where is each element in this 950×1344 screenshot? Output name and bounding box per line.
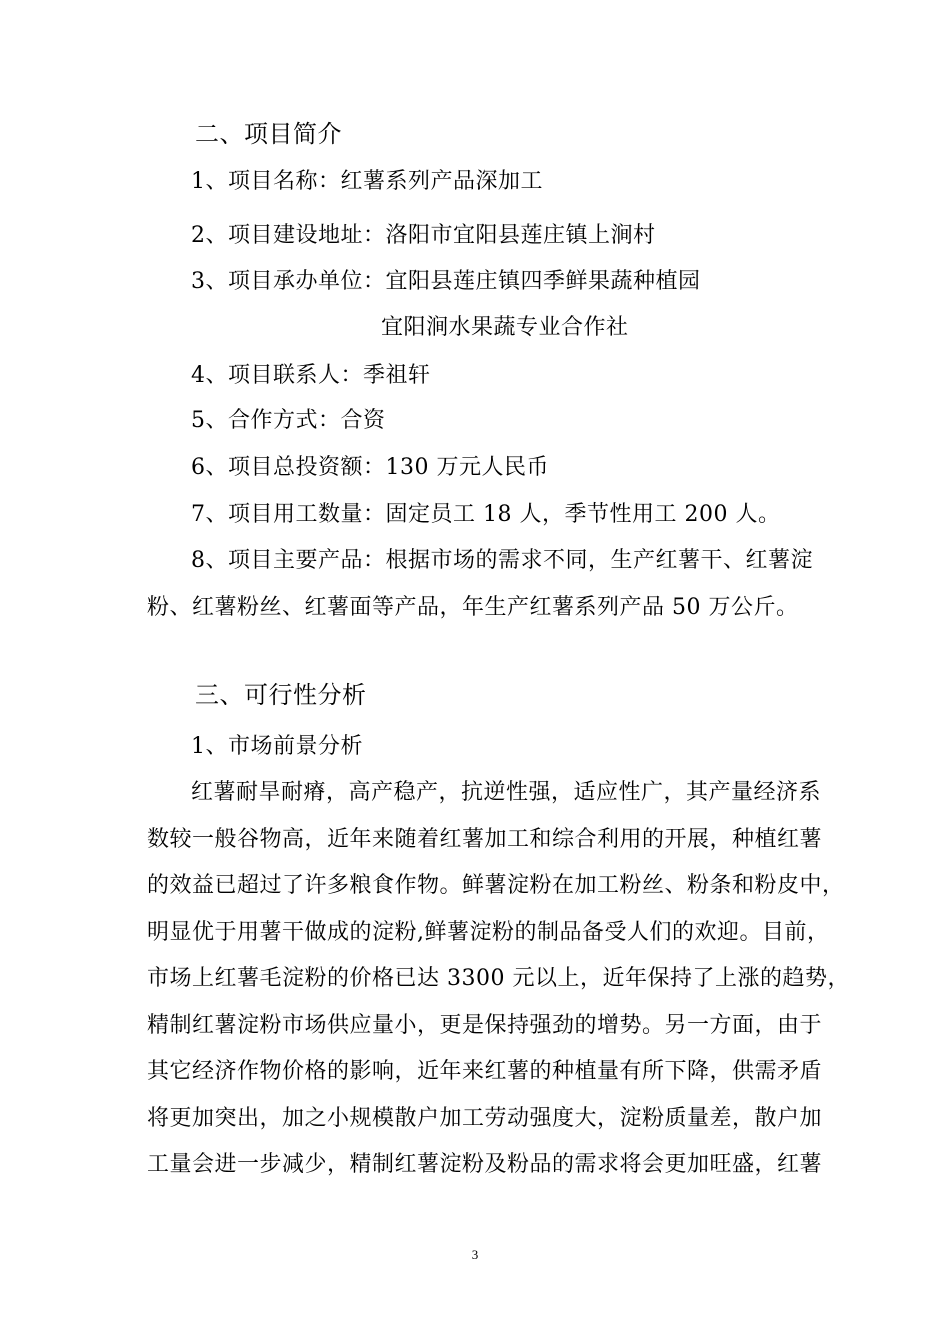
paragraph-line: 的效益已超过了许多粮食作物。鲜薯淀粉在加工粉丝、粉条和粉皮中， [147, 873, 845, 898]
paragraph-line: 市场上红薯毛淀粉的价格已达 3300 元以上，近年保持了上涨的趋势， [147, 966, 850, 991]
item-employment: 7、项目用工数量：固定员工 18 人，季节性用工 200 人。 [191, 502, 781, 527]
section-heading-project-intro: 二、项目简介 [195, 120, 342, 148]
item-project-name: 1、项目名称：红薯系列产品深加工 [191, 169, 543, 194]
item-project-organizer: 3、项目承办单位：宜阳县莲庄镇四季鲜果蔬种植园 [191, 269, 701, 294]
item-project-organizer-2: 宜阳涧水果蔬专业合作社 [381, 315, 629, 340]
paragraph-line: 数较一般谷物高，近年来随着红薯加工和综合利用的开展，种植红薯 [147, 827, 823, 852]
item-main-products: 8、项目主要产品：根据市场的需求不同，生产红薯干、红薯淀 [191, 548, 813, 573]
page-number: 3 [471, 1247, 479, 1262]
paragraph-line: 红薯耐旱耐瘠，高产稳产，抗逆性强，适应性广，其产量经济系 [191, 780, 822, 805]
paragraph-line: 将更加突出，加之小规模散户加工劳动强度大，淀粉质量差，散户加 [147, 1106, 823, 1131]
section-heading-feasibility: 三、可行性分析 [195, 681, 367, 709]
item-project-address: 2、项目建设地址：洛阳市宜阳县莲庄镇上涧村 [191, 223, 656, 248]
item-total-investment: 6、项目总投资额：130 万元人民币 [191, 455, 549, 480]
subheading-market-outlook: 1、市场前景分析 [191, 734, 363, 759]
paragraph-line: 明显优于用薯干做成的淀粉,鲜薯淀粉的制品备受人们的欢迎。目前， [147, 920, 830, 945]
item-main-products-cont: 粉、红薯粉丝、红薯面等产品，年生产红薯系列产品 50 万公斤。 [147, 595, 799, 620]
paragraph-line: 精制红薯淀粉市场供应量小，更是保持强劲的增势。另一方面，由于 [147, 1013, 823, 1038]
item-cooperation-mode: 5、合作方式：合资 [191, 408, 386, 433]
paragraph-line: 其它经济作物价格的影响，近年来红薯的种植量有所下降，供需矛盾 [147, 1059, 823, 1084]
paragraph-line: 工量会进一步减少，精制红薯淀粉及粉品的需求将会更加旺盛，红薯 [147, 1152, 823, 1177]
item-project-contact: 4、项目联系人：季祖轩 [191, 363, 431, 388]
